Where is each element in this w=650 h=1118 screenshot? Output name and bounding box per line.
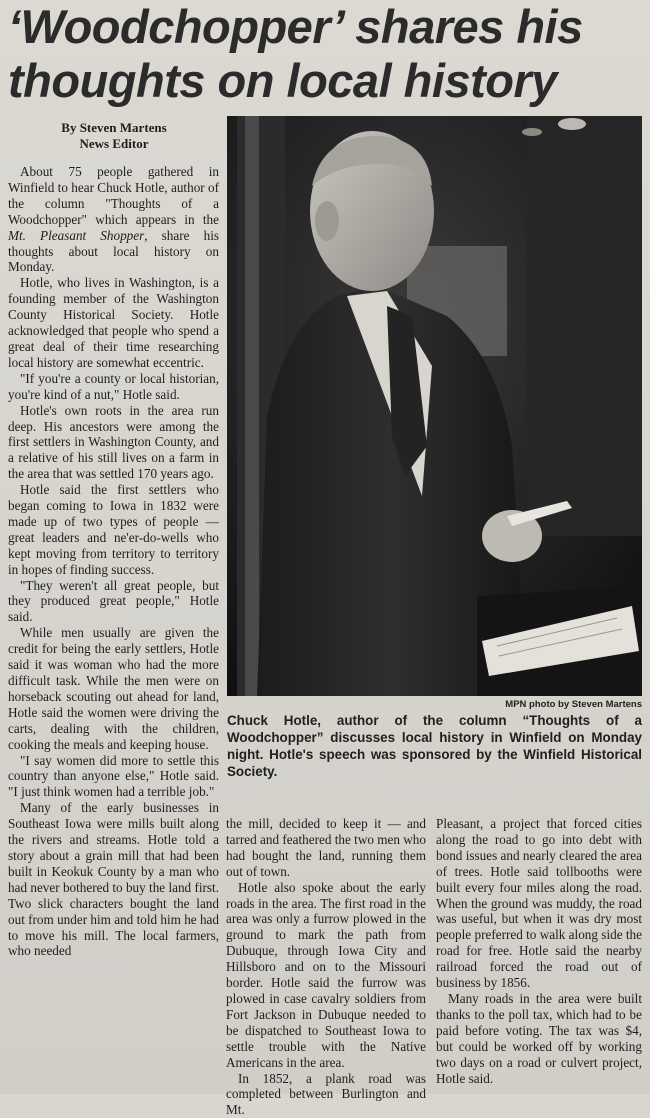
publication-name: Mt. Pleasant Shopper <box>8 228 144 243</box>
paragraph: Many of the early businesses in Southeast Iowa were mills built along the rivers and streams. Hotle told a story about a grain mill that had been built in Keokuk County by a man who had never bothered to buy the land first. Two slick characters bought the land out from under him and told him he had to move his mill. The local farmers, who needed <box>8 800 219 959</box>
headline: ‘Woodchopper’ shares his thoughts on local history <box>8 0 648 108</box>
paragraph: the mill, decided to keep it — and tarred and feathered the two men who had bought the land, running them out of town. <box>226 816 426 880</box>
paragraph: "If you're a county or local historian, you're kind of a nut," Hotle said. <box>8 371 219 403</box>
article-column-2 <box>226 816 426 1118</box>
photo-caption: Chuck Hotle, author of the column “Thoughts of a Woodchopper” discusses local history in Winfield on Monday night. Hotle's speech was sponsored by the Winfield Historical Society. <box>227 712 642 780</box>
paragraph: Pleasant, a project that forced cities along the road to go into debt with bond issues and nearly cleared the area of trees. Hotle said tollbooths were built every four miles along the road. When the ground was muddy, the road was useful, but when it was dry most people preferred to walk along side the road for free. Hotle said the nearby railroad forced the road out of business by 1856. <box>436 816 642 991</box>
byline-title: News Editor <box>8 136 220 152</box>
paragraph-text: About 75 people gathered in Winfield to hear Chuck Hotle, author of the column "Thoughts of a Woodchopper" which appears in the <box>8 164 219 227</box>
photo-credit: MPN photo by Steven Martens <box>227 699 642 710</box>
paragraph <box>8 164 219 275</box>
byline-name: By Steven Martens <box>8 120 220 136</box>
article-column-3 <box>436 816 642 1086</box>
photo-speaker-illustration <box>227 116 642 696</box>
paragraph: Hotle said the first settlers who began coming to Iowa in 1832 were made up of two types of people — great leaders and ne'er-do-wells who kept moving from territory to territory in hopes of finding success. <box>8 482 219 577</box>
paragraph: Hotle, who lives in Washington, is a founding member of the Washington County Historical Society. Hotle acknowledged that people who spend a great deal of their time researching local history are somewhat eccentric. <box>8 275 219 370</box>
article-column-1 <box>8 164 219 959</box>
paragraph: While men usually are given the credit for being the early settlers, Hotle said it was woman who had the more difficult task. While the men were on horseback scouting out ahead for land, Hotle said the women were driving the carts, dealing with the children, cooking the meals and keeping house. <box>8 625 219 752</box>
paragraph: Many roads in the area were built thanks to the poll tax, which had to be paid before voting. The tax was $4, but could be worked off by working two days on a road or culvert project, Hotle said. <box>436 991 642 1086</box>
news-photo <box>227 116 642 696</box>
paragraph-text: , share his thoughts about local history on Monday. <box>8 228 219 275</box>
paragraph: "I say women did more to settle this country than anyone else," Hotle said. "I just think women had a terrible job." <box>8 753 219 801</box>
paragraph: Hotle's own roots in the area run deep. His ancestors were among the first settlers in Washington County, and a relative of his still lives on a farm in the area that was settled 170 years ago. <box>8 403 219 483</box>
byline <box>8 120 220 152</box>
paragraph: "They weren't all great people, but they produced great people," Hotle said. <box>8 578 219 626</box>
paragraph: In 1852, a plank road was completed between Burlington and Mt. <box>226 1071 426 1118</box>
paragraph: Hotle also spoke about the early roads in the area. The first road in the area was only a furrow plowed in the ground to mark the path from Dubuque, through Iowa City and Hillsboro and on to the Missouri border. Hotle said the furrow was plowed in case cavalry soldiers from Fort Jackson in Dubuque needed to be dispatched to Southeast Iowa to settle trouble with the Native Americans in the area. <box>226 880 426 1071</box>
